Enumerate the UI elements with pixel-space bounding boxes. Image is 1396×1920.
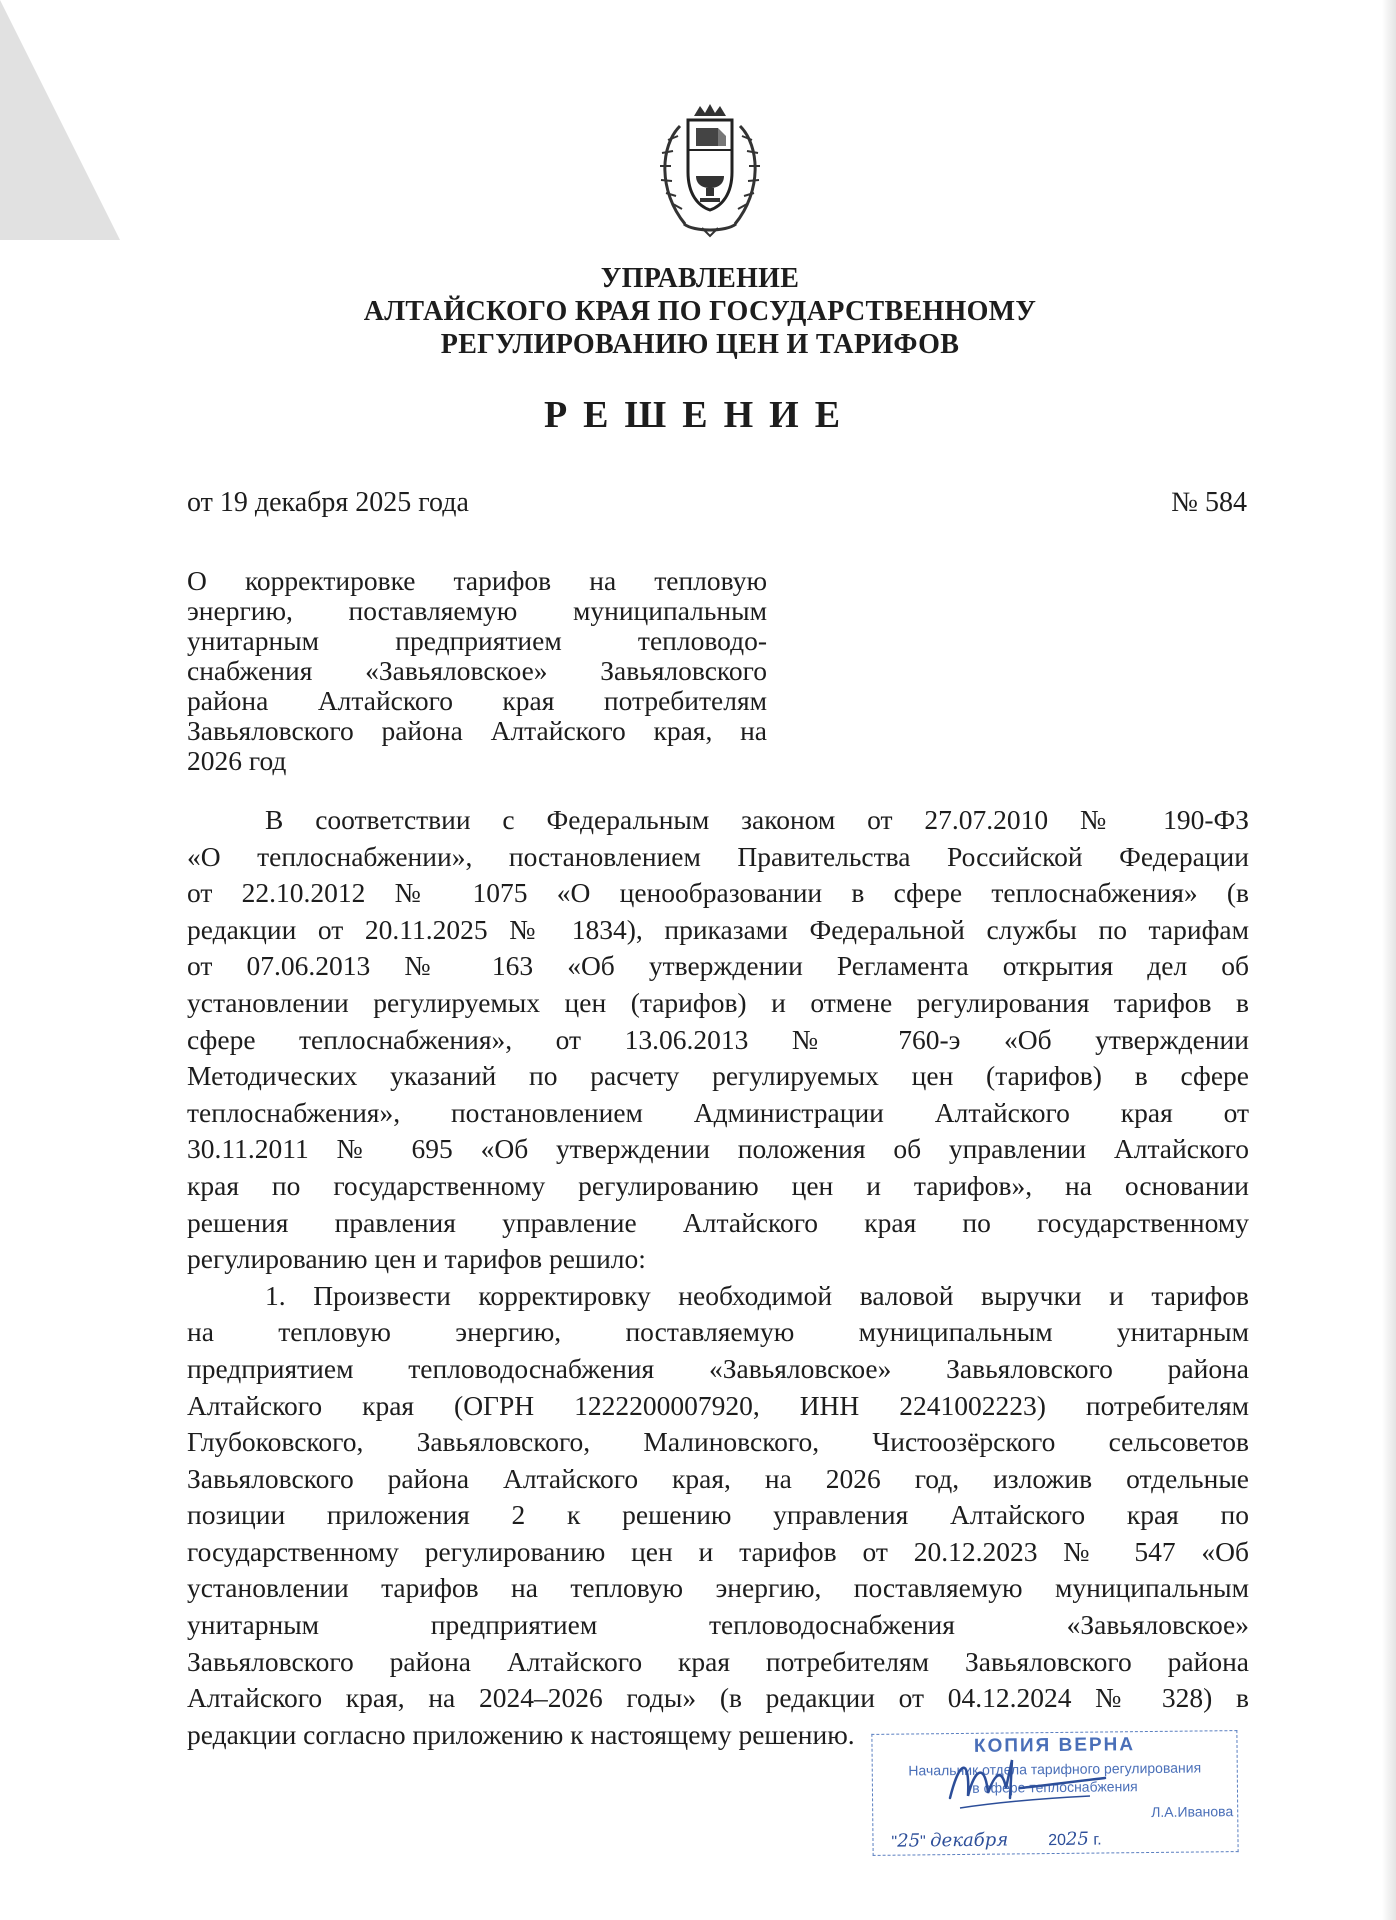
body-line: редакции от 20.11.2025 № 1834), приказами Федеральной службы по тарифам [187,913,1249,945]
body-line: унитарным предприятием тепловодоснабжения «Завьяловское» [187,1609,1249,1641]
body-line: Завьяловского района Алтайского края, на 2026 год, изложив отдельные [187,1462,1249,1494]
scan-border [1382,0,1396,1920]
stamp-date-year-suffix: 25 [1065,1828,1090,1850]
stamp-date-g: г. [1093,1831,1102,1849]
body-line: редакции согласно приложению к настоящему решению. [187,1718,855,1750]
subject-line: О корректировке тарифов на тепловую [187,565,767,596]
subject-line: энергию, поставляемую муниципальным [187,595,767,626]
stamp-date-day: 25 [897,1830,921,1852]
body-line: предприятием тепловодоснабжения «Завьяловское» Завьяловского района [187,1352,1249,1384]
body-line: Алтайского края, на 2024–2026 годы» (в редакции от 04.12.2024 № 328) в [187,1682,1249,1714]
stamp-date-month: декабря [930,1829,1009,1852]
coat-of-arms-emblem [640,96,780,246]
subject-line: унитарным предприятием тепловодо- [187,625,767,656]
body-line: государственному регулированию цен и тарифов от 20.12.2023 № 547 «Об [187,1535,1249,1567]
document-number: № 584 [1171,487,1247,518]
subject-line: снабжения «Завьяловское» Завьяловского [187,655,767,686]
body-line: решения правления управление Алтайского края по государственному [187,1206,1249,1238]
body-line: «О теплоснабжении», постановлением Правительства Российской Федерации [187,840,1249,872]
document-body [187,802,1249,1753]
body-line: Глубоковского, Завьяловского, Малиновского, Чистоозёрского сельсоветов [187,1426,1249,1458]
scan-shadow [0,0,120,240]
body-line: 30.11.2011 № 695 «Об утверждении положения об управлении Алтайского [187,1133,1249,1165]
document-title: РЕШЕНИЕ [543,394,857,436]
header-line-3: РЕГУЛИРОВАНИЮ ЦЕН И ТАРИФОВ [440,329,960,360]
header-line-2: АЛТАЙСКОГО КРАЯ ПО ГОСУДАРСТВЕННОМУ [363,296,1037,327]
body-line: установлении регулируемых цен (тарифов) и отмене регулирования тарифов в [187,986,1249,1018]
date-number-line [187,487,1247,519]
body-line: В соответствии с Федеральным законом от 27.07.2010 № 190-ФЗ [265,804,1249,835]
handwritten-signature [940,1748,1110,1818]
subject-line: 2026 год [187,745,287,776]
body-line: сфере теплоснабжения», от 13.06.2013 № 760-э «Об утверждении [187,1023,1249,1055]
body-line: на тепловую энергию, поставляемую муниципальным унитарным [187,1316,1249,1348]
stamp-title: КОПИЯ ВЕРНА [973,1734,1136,1757]
body-line: от 07.06.2013 № 163 «Об утверждении Регламента открытия дел об [187,950,1249,982]
document-date: от 19 декабря 2025 года [187,487,469,518]
body-line: позиции приложения 2 к решению управления Алтайского края по [187,1499,1249,1531]
stamp-department-line: в сфере теплоснабжения [972,1778,1138,1796]
subject-line: Завьяловского района Алтайского края, на [187,715,767,746]
document-subject [187,566,767,776]
stamp-position-line: Начальник отдела тарифного регулирования [908,1759,1202,1779]
stamp-date-year-prefix: 20 [1048,1831,1067,1850]
body-line: 1. Произвести корректировку необходимой валовой выручки и тарифов [265,1279,1249,1311]
body-line: Завьяловского района Алтайского края потребителям Завьяловского района [187,1645,1249,1677]
body-line: теплоснабжения», постановлением Администрации Алтайского края от [187,1096,1249,1128]
subject-line: района Алтайского края потребителям [187,685,767,716]
body-line: Алтайского края (ОГРН 1222200007920, ИНН 2241002223) потребителям [187,1389,1249,1421]
organization-header [200,262,1200,361]
body-line: регулированию цен и тарифов решило: [187,1243,646,1275]
stamp-signatory-name: Л.А.Иванова [1151,1803,1234,1820]
header-line-1: УПРАВЛЕНИЕ [600,263,800,294]
stamp-date: "25" декабря 2025 г. [891,1828,1102,1852]
body-line: края по государственному регулированию цен и тарифов», на основании [187,1169,1249,1201]
body-line: установлении тарифов на тепловую энергию, поставляемую муниципальным [187,1572,1249,1604]
body-line: Методических указаний по расчету регулируемых цен (тарифов) в сфере [187,1060,1249,1092]
body-line: от 22.10.2012 № 1075 «О ценообразовании в сфере теплоснабжения» (в [187,877,1249,909]
